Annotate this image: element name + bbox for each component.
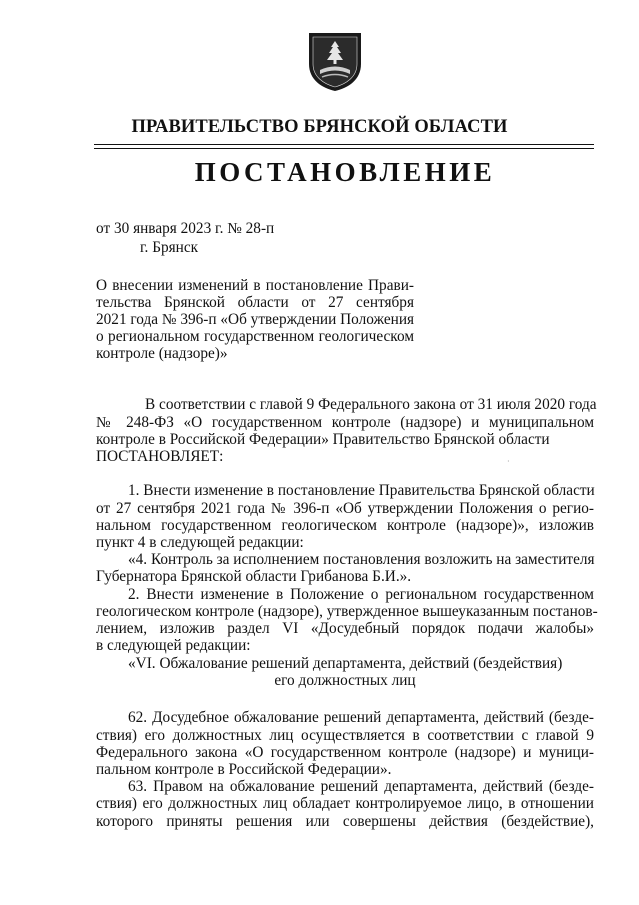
p62-line: Федерального закона «О государственном контроле (надзоре) и муници- <box>96 744 594 761</box>
section-heading: его должностных лиц <box>274 672 416 689</box>
subject-line: тельства Брянской области от 27 сентября <box>96 294 414 311</box>
subject-line: 2021 года № 396-п «Об утверждении Положения <box>96 311 415 328</box>
item1-line: Губернатора Брянской области Грибанова Б.И.». <box>96 568 412 585</box>
item1-line: «4. Контроль за исполнением постановления возложить на заместителя <box>128 551 595 568</box>
p63-line: которого приняты решения или совершены действия (бездействие), <box>96 813 594 830</box>
item2-line: 2. Внести изменение в Положение о региональном государственном <box>128 586 594 603</box>
subject-line: контроле (надзоре)» <box>96 345 228 362</box>
header-rule-thick <box>94 144 594 145</box>
preamble-line: В соответствии с главой 9 Федерального закона от 31 июля 2020 года <box>145 396 597 413</box>
city: г. Брянск <box>140 239 199 256</box>
resolves-word: ПОСТАНОВЛЯЕТ: <box>96 448 224 465</box>
item1-line: нальном государственном геологическом контроле (надзоре)», изложив <box>96 517 594 534</box>
scan-mark: · <box>507 457 510 466</box>
document-type-title: ПОСТАНОВЛЕНИЕ <box>194 157 496 187</box>
item2-line: лением, изложив раздел VI «Досудебный порядок подачи жалобы» <box>96 620 594 637</box>
subject-line: о региональном государственном геологическом <box>96 328 414 345</box>
item1-line: от 27 сентября 2021 года № 396-п «Об утверждении Положения о регио- <box>96 500 594 517</box>
government-name: ПРАВИТЕЛЬСТВО БРЯНСКОЙ ОБЛАСТИ <box>131 117 508 137</box>
date-number: от 30 января 2023 г. № 28-п <box>96 220 275 237</box>
header-rule-thin <box>94 148 594 149</box>
p62-line: 62. Досудебное обжалование решений департамента, действий (безде- <box>128 709 594 726</box>
subject-line: О внесении изменений в постановление Прави- <box>96 277 414 294</box>
item1-line: 1. Внести изменение в постановление Правительства Брянской области <box>128 482 595 499</box>
p63-line: 63. Правом на обжалование решений департамента, действий (безде- <box>128 778 594 795</box>
p63-line: ствия) его должностных лиц обладает контролируемое лицо, в отношении <box>96 795 594 812</box>
item2-line: геологическом контроле (надзоре), утвержденное вышеуказанным постанов- <box>96 603 598 620</box>
preamble-line: № 248-ФЗ «О государственном контроле (надзоре) и муниципальном <box>96 414 594 431</box>
preamble-line: контроле в Российской Федерации» Правительство Брянской области <box>96 431 550 448</box>
coat-of-arms-icon <box>306 30 364 92</box>
item1-line: пункт 4 в следующей редакции: <box>96 534 304 551</box>
section-heading: «VI. Обжалование решений департамента, действий (бездействия) <box>128 655 563 672</box>
item2-line: в следующей редакции: <box>96 637 251 654</box>
p62-line: пальном контроле в Российской Федерации». <box>96 761 392 778</box>
p62-line: ствия) его должностных лиц осуществляется в соответствии с главой 9 <box>96 727 594 744</box>
